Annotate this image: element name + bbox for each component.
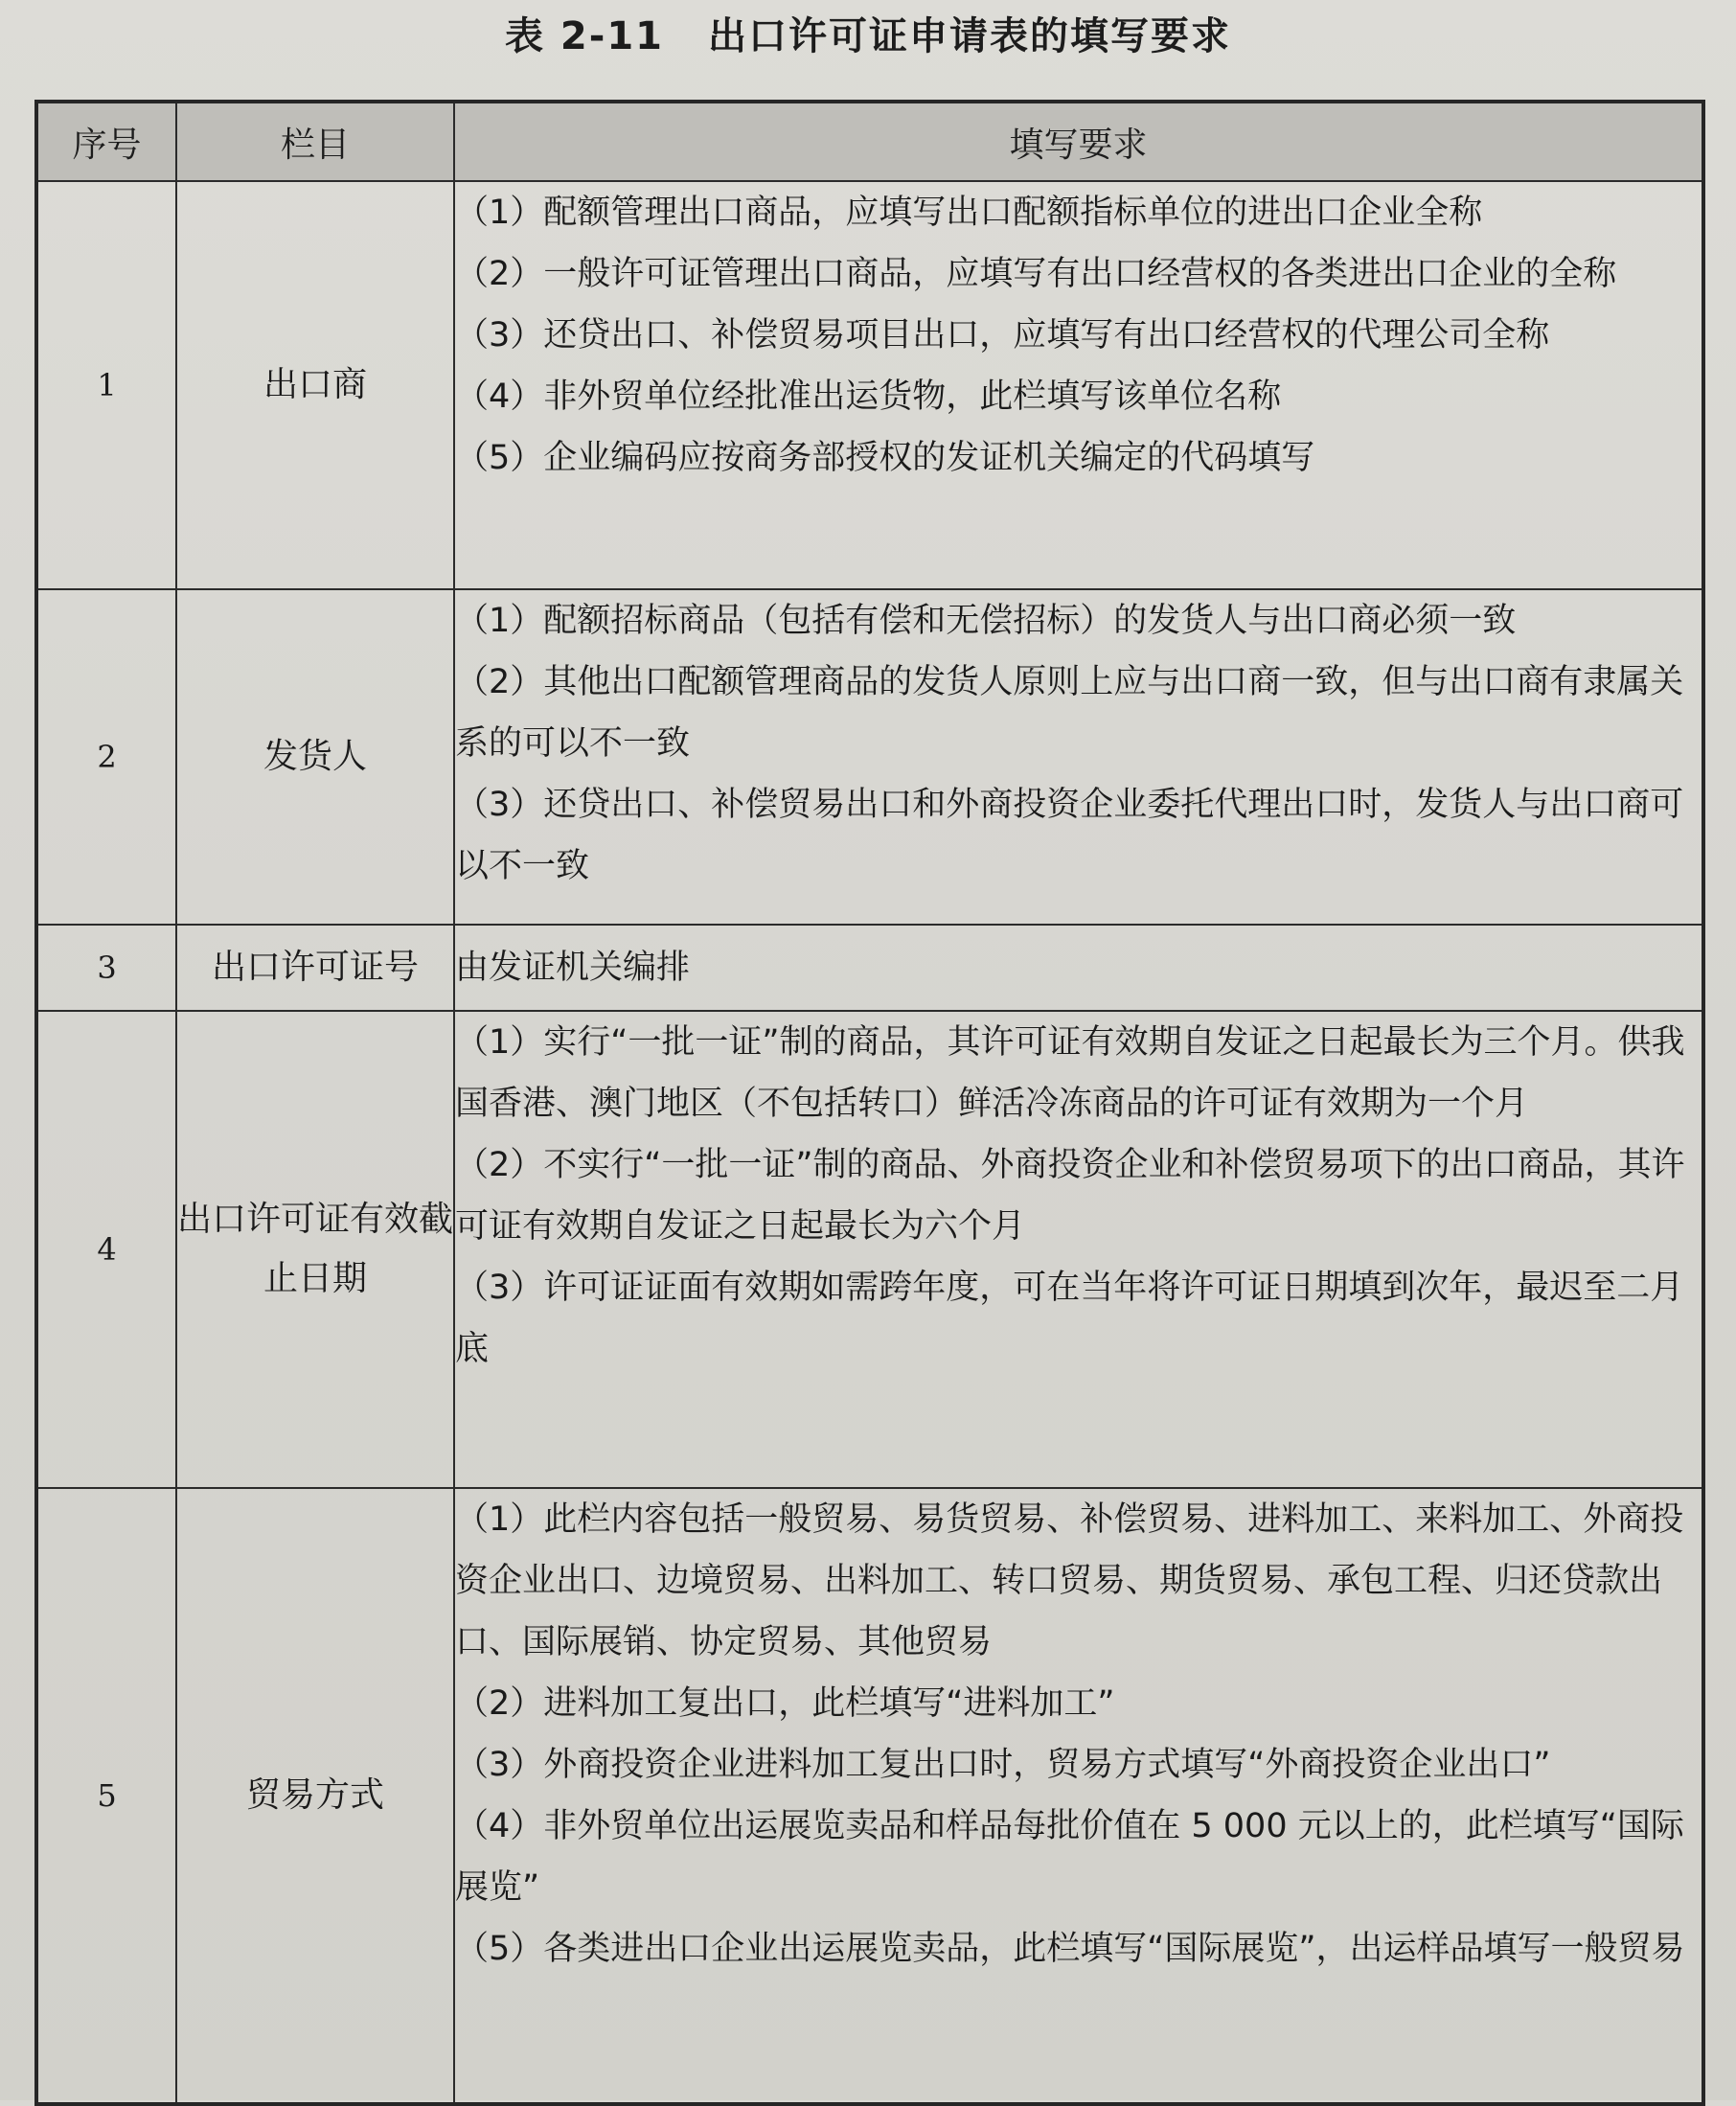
row-number: 2 [36, 589, 176, 925]
header-requirement: 填写要求 [454, 102, 1703, 181]
requirement-line: （4）非外贸单位出运展览卖品和样品每批价值在 5 000 元以上的，此栏填写“国际展览” [455, 1807, 1684, 1907]
requirement-line: （1）配额管理出口商品，应填写出口配额指标单位的进出口企业全称 [455, 194, 1483, 232]
requirement-line: （4）非外贸单位经批准出运货物，此栏填写该单位名称 [455, 378, 1282, 416]
requirement-line: （1）配额招标商品（包括有偿和无偿招标）的发货人与出口商必须一致 [455, 602, 1517, 640]
requirement-line: （2）其他出口配额管理商品的发货人原则上应与出口商一致，但与出口商有隶属关系的可以不一致 [455, 663, 1684, 763]
table-row [36, 925, 1703, 1011]
table-row [36, 181, 1703, 589]
table-header-row [36, 102, 1703, 181]
requirement-line: （1）实行“一批一证”制的商品，其许可证有效期自发证之日起最长为三个月。供我国香港、澳门地区（不包括转口）鲜活冷冻商品的许可证有效期为一个月 [455, 1023, 1685, 1123]
row-number: 5 [36, 1488, 176, 2104]
requirement-line: （2）一般许可证管理出口商品，应填写有出口经营权的各类进出口企业的全称 [455, 255, 1617, 293]
requirement-line: （1）此栏内容包括一般贸易、易货贸易、补偿贸易、进料加工、来料加工、外商投资企业出口、边境贸易、出料加工、转口贸易、期货贸易、承包工程、归还贷款出口、国际展销、协定贸易、其他贸易 [455, 1500, 1684, 1661]
requirement-line: （3）许可证证面有效期如需跨年度，可在当年将许可证日期填到次年，最迟至二月底 [455, 1269, 1684, 1368]
row-number: 4 [36, 1011, 176, 1488]
requirement-line: （5）企业编码应按商务部授权的发证机关编定的代码填写 [455, 439, 1315, 477]
row-item: 出口许可证号 [176, 925, 454, 1011]
table-row [36, 589, 1703, 925]
requirement-line: （3）外商投资企业进料加工复出口时，贸易方式填写“外商投资企业出口” [455, 1746, 1551, 1784]
row-number: 1 [36, 181, 176, 589]
table-number: 表 2-11 [504, 14, 665, 58]
row-item: 发货人 [176, 589, 454, 925]
requirements-table [34, 100, 1705, 2106]
requirement-line: 由发证机关编排 [455, 949, 691, 987]
row-requirements [454, 925, 1703, 1011]
requirement-line: （3）还贷出口、补偿贸易出口和外商投资企业委托代理出口时，发货人与出口商可以不一致 [455, 786, 1684, 885]
row-requirements [454, 1011, 1703, 1488]
table-row [36, 1011, 1703, 1488]
row-requirements [454, 589, 1703, 925]
table-title: 出口许可证申请表的填写要求 [708, 14, 1232, 58]
requirement-line: （5）各类进出口企业出运展览卖品，此栏填写“国际展览”，出运样品填写一般贸易 [455, 1930, 1685, 1968]
row-item: 贸易方式 [176, 1488, 454, 2104]
table-row [36, 1488, 1703, 2104]
row-number: 3 [36, 925, 176, 1011]
requirement-line: （2）不实行“一批一证”制的商品、外商投资企业和补偿贸易项下的出口商品，其许可证有效期自发证之日起最长为六个月 [455, 1146, 1685, 1246]
row-item: 出口许可证有效截止日期 [176, 1011, 454, 1488]
requirement-line: （3）还贷出口、补偿贸易项目出口，应填写有出口经营权的代理公司全称 [455, 316, 1550, 355]
header-item: 栏目 [176, 102, 454, 181]
table-caption [0, 6, 1736, 60]
header-no: 序号 [36, 102, 176, 181]
row-item: 出口商 [176, 181, 454, 589]
row-requirements [454, 1488, 1703, 2104]
row-requirements [454, 181, 1703, 589]
requirement-line: （2）进料加工复出口，此栏填写“进料加工” [455, 1684, 1115, 1723]
